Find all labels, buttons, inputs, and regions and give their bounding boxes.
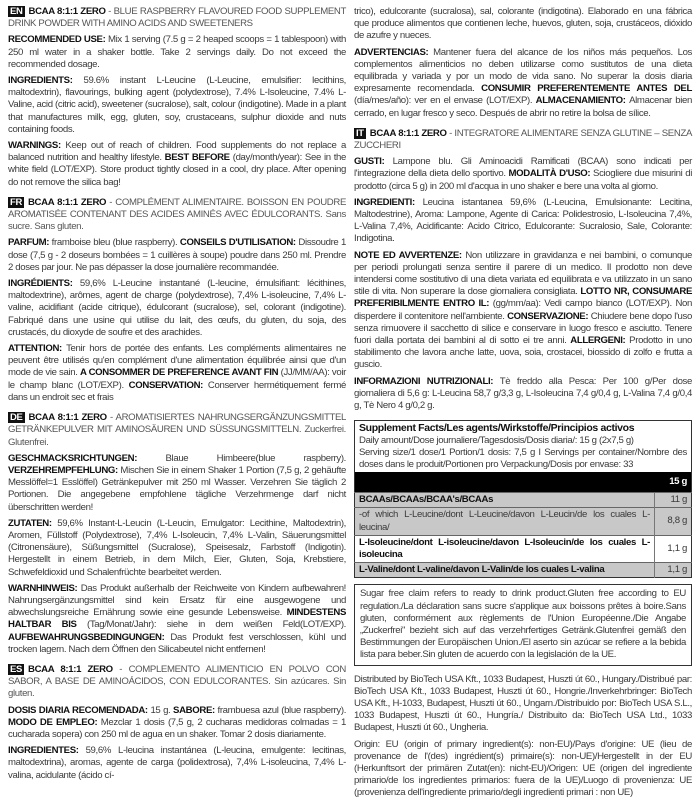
supplement-facts-table [354, 420, 692, 578]
section-heading [8, 6, 346, 30]
language-badge: IT [356, 127, 364, 139]
right-column [354, 6, 692, 804]
paragraph-label: ZUTATEN: [8, 517, 58, 529]
paragraph-text: Tè freddo alla Pesca: Per 100 g/Per dose giornaliera di 5,6 g: L-Leucina 58,7 g/3,3 g, L-Isoleucina 7,4 g/0,4 g, L-Valina 7,4 g/0,4 g, Tè Nero 4 g/0,2 g. [354, 375, 692, 412]
language-section-continued [354, 6, 692, 120]
facts-row-name: L-Valine/dont L-valine/davon L-Valin/de los cuales L-valina [355, 563, 655, 578]
paragraph-label: GUSTI: [354, 156, 393, 168]
product-description: - COMPLEMENTO ALIMENTICIO EN POLVO CON SABOR, A BASE DE AMINOÁCIDOS, CON EDULCORANTES. Sin azúcares. Sin gluten. [8, 663, 346, 700]
language-section-de [8, 412, 346, 656]
paragraph-label: PARFUM: [8, 237, 52, 249]
paragraph-text: Das Produkt außerhalb der Reichweite von Kindern aufbewahren! Nahrungsergänzungsmittel sind kein Ersatz für eine ausgewogene und abwechslungsreiche Ernährung sowie eine gesunde Lebensweise. [8, 582, 346, 619]
paragraph-label: DOSIS DIARIA RECOMENDADA: [8, 704, 151, 716]
product-name: BCAA 8:1:1 ZERO [27, 196, 107, 208]
paragraph [354, 47, 692, 120]
paragraph [8, 75, 346, 136]
facts-row [355, 535, 692, 562]
paragraph-label: SABORE: [173, 704, 218, 716]
distributor-info: Distributed by BioTech USA Kft., 1033 Budapest, Huszti út 60., Hungary./Distribué par: BioTech USA Kft., 1033 Budapest, Huszti út 60., Hongrie./Inverkehrbringer: BioTech USA Kft., H-1033, Budapest, Huszti út 60., Ungarn./Distribuido por: BioTech USA S.L., 1033 Budapest, Huszti út 60., Hungría./ Distribuito da: BioTech USA Ltd., 1033 Budapest, Huszti út 60., Ungheria. [354, 673, 692, 734]
language-badge: EN [10, 6, 23, 17]
origin-info: Origin: EU (origin of primary ingredient(s): non-EU)/Pays d'origine: UE (lieu de provenance de l'(des) ingrédient(s) primaire(s): non-UE)/Hergestellt in der EU (Herkunftsort der primären Zutat(en): nicht-EU)/Origen: UE (origen del ingrediente primario/de los ingredientes primarios: fuera de la UE)/Luogo di provenienza: UE (provenienza dell'ingrediente primario/degli ingredienti primari : non UE) [354, 738, 692, 799]
product-name: BCAA 8:1:1 ZERO [28, 6, 106, 17]
paragraph-text: (day/month/year): See in the white field (LOT/EXP). Store product tightly closed in a cool, dry place. After opening do not remove the silica bag! [8, 152, 346, 188]
language-section-es [8, 664, 346, 782]
paragraph-text: (día/mes/año): ver en el envase (LOT/EXP). [354, 95, 536, 107]
paragraph [8, 745, 346, 782]
language-section-it [354, 128, 692, 412]
product-name: BCAA 8:1:1 ZERO [369, 127, 447, 139]
language-section-fr [8, 197, 346, 404]
paragraph-label: MODALITÀ D'USO: [508, 168, 594, 180]
paragraph-text: Keep out of reach of children. Food supplements do not replace a balanced nutrition and healthy lifestyle. [8, 140, 346, 164]
paragraph-text: Leucina istantanea 59,6% (L-Leucina, Emulsionante: Lecitina, Maltodestrine), Aroma: Lampone, Agente di Carica: Polidestrosio, L-Isoleucina 7,4%, L-Valina 7,4%, Acidificante: Acido Citrico, Edulcorante: Sucralosio, Sale, Colorante: Indigotina. [354, 196, 693, 245]
facts-row [355, 493, 692, 508]
paragraph-label: WARNHINWEIS: [8, 582, 81, 594]
paragraph-text: (Tag/Monat/Jahr): siehe in dem weißen Feld(LOT/EXP). [86, 619, 346, 631]
paragraph-text: framboise bleu (blue raspberry). [51, 237, 180, 249]
product-description: - AROMATISIERTES NAHRUNGSERGÄNZUNGSMITTEL GETRÄNKEPULVER MIT AMINOSÄUREN UND SÜSSUNGSMITTELN. Zuckerfrei. Glutenfrei. [8, 412, 347, 448]
paragraph-text: Mantener fuera del alcance de los niños más pequeños. Los complementos alimenticios no deben utilizarse como sustitutos de una dieta equilibrada y variada y por un modo de vida sano. No superar la dosis diaria expresamente recomendada. [354, 46, 692, 95]
paragraph-text: (JJ/MM/AA): voir le champ blanc (LOT/EXP). [8, 367, 346, 391]
paragraph-text: Conserver hermétiquement fermé dans un endroit sec et frais [8, 379, 347, 403]
paragraph-text: 59.6% instant L-Leucine (L-Leucine, emulsifier: lecithins, maltodextrin), flavourings, bulking agent (polydextrose), 7.4% L-Isoleucine, 7.4% L-Valine, acid (citric acid), sweetener (sucralose), salt, colour (indigotine). Made in a plant that manufactures milk, egg, gluten, soy, crustaceans, sulphur dioxide and nuts containing foods. [8, 75, 347, 135]
paragraph-label: INGRÉDIENTS: [8, 278, 80, 290]
paragraph-text: Dissoudre 1 dose (7,5 g - 2 doseurs bombées = 1 cuillères à soupe) poudre dans 250 ml. Prendre 2 doses par jour. Ne pas dépasser la dose journalière recommandée. [8, 237, 347, 273]
paragraph [354, 6, 692, 43]
product-description: - BLUE RASPBERRY FLAVOURED FOOD SUPPLEMENT DRINK POWDER WITH AMINO ACIDS AND SWEETENERS [8, 6, 346, 30]
paragraph-label: CONSEILS D'UTILISATION: [179, 237, 299, 249]
paragraph-label: ADVERTENCIAS: [354, 46, 434, 58]
facts-title: Supplement Facts/Les agents/Wirkstoffe/Principios activos [359, 422, 635, 435]
facts-row-name: L-Isoleucine/dont L-isoleucine/davon L-Isoleucin/de los cuales L-isoleucina [355, 535, 655, 562]
facts-row-name: -of which L-Leucine/dont L-Leucine/davon L-Leucin/de los cuales L-leucina/ [355, 508, 655, 535]
facts-row-value: 8,8 g [655, 508, 692, 535]
language-badge: FR [10, 196, 22, 208]
paragraph [354, 197, 692, 246]
paragraph-label: VERZEHREMPFEHLUNG: [8, 464, 121, 476]
language-badge: DE [10, 412, 23, 424]
section-heading [8, 197, 346, 234]
paragraph-text: 59,6% L-leucina instantánea (L-leucina, emulgente: lecitinas, maltodextrina), aromas, agente de carga (polidextrosa), 7,4% L-isoleucina, 7,4% L-valina, acidulante (ácido cí- [8, 745, 346, 781]
facts-column-header: 15 g [655, 472, 692, 493]
paragraph [8, 34, 346, 71]
paragraph-text: Lampone blu. Gli Aminoacidi Ramificati (BCAA) sono indicati per l'integrazione della dieta dello sportivo. [354, 156, 692, 180]
paragraph-text: Non utilizzare in gravidanza e nei bambini, o comunque per periodi prolungati senza sentire il parere di un medico. Il prodotto non deve intendersi come sostitutivo di una dieta variata ed equilibrata e va utilizzato in un sano stile di vita. Non superare la dose giornaliera consigliata. [354, 249, 692, 298]
paragraph-text: Mischen Sie in einem Shaker 1 Portion (7,5 g, 2 gehäufte Messlöffel=1 Esslöffel) Getränkepulver mit 250 ml Wasser. Verzehren Sie täglich 2 Portionen. Die angegebene empfohlene tägliche Verzehrmenge darf nicht überschritten werden! [8, 464, 346, 513]
paragraph-label: INGREDIENTS: [8, 75, 84, 87]
paragraph [8, 518, 346, 579]
section-heading [8, 412, 346, 449]
paragraph-text: Sciogliere due misurini di prodotto (circa 5 g) in 200 ml d'acqua in uno shaker e bere una volta al giorno. [354, 168, 692, 192]
paragraph [8, 140, 346, 189]
paragraph-label: LOTTO NR, CONSUMARE PREFERIBILMENTE ENTRO IL: [354, 286, 692, 310]
facts-row [355, 508, 692, 535]
product-name: BCAA 8:1:1 ZERO [28, 412, 107, 424]
paragraph-label: AUFBEWAHRUNGSBEDINGUNGEN: [8, 631, 171, 643]
paragraph-label: INGREDIENTI: [354, 196, 423, 208]
facts-row [355, 563, 692, 578]
paragraph-label: INFORMAZIONI NUTRIZIONALI: [354, 375, 500, 387]
paragraph-label: WARNINGS: [8, 140, 66, 152]
paragraph [354, 156, 692, 193]
language-section-en [8, 6, 346, 189]
paragraph-text: Tenir hors de portée des enfants. Les compléments alimentaires ne peuvent être utilisés qu'en complément d'une alimentation équilibrée ainsi que d'un mode de vie sain. [8, 343, 346, 379]
paragraph-label: MINDESTENS HALTBAR BIS [8, 607, 346, 631]
language-badge: ES [10, 663, 22, 675]
paragraph [354, 250, 692, 372]
paragraph-text: Mezclar 1 dosis (7,5 g, 2 cucharas medidoras colmadas = 1 cucharada sopera) con 250 ml de agua en un shaker. Tomar 2 dosis diariamente. [8, 716, 346, 740]
facts-daily-amount: Daily amount/Dose journaliere/Tagesdosis/Dosis diaria/: 15 g (2x7,5 g) [359, 434, 634, 446]
paragraph [8, 453, 346, 514]
paragraph [8, 278, 346, 339]
section-heading [8, 664, 346, 701]
facts-row-value: 1,1 g [655, 535, 692, 562]
paragraph-label: BEST BEFORE [164, 152, 233, 164]
left-column [8, 6, 346, 790]
paragraph-label: MODO DE EMPLEO: [8, 716, 101, 728]
paragraph-label: CONSERVATION: [128, 379, 208, 391]
facts-row-value: 11 g [655, 493, 692, 508]
product-description: - COMPLÉMENT ALIMENTAIRE. BOISSON EN POUDRE AROMATISÉE CONTENANT DES ACIDES AMINÉS AVEC ÉDULCORANTS. Sans sucre. Sans gluten. [8, 196, 346, 233]
paragraph-label: ALLERGENI: [570, 335, 630, 347]
paragraph-label: NOTE ED AVVERTENZE: [354, 249, 466, 261]
paragraph-text: Prodotto in uno stabilimento che lavora anche latte, uova, soia, crostacei, biossido di zolfo e frutta a guscio. [354, 335, 692, 371]
paragraph-text: Mix 1 serving (7.5 g = 2 heaped scoops = 1 tablespoon) with 250 ml water in a shaker bottle. Take 2 servings daily. Do not exceed the recommended dosage. [8, 34, 346, 70]
facts-row-name: BCAAs/BCAAs/BCAA's/BCAAs [355, 493, 655, 508]
paragraph [354, 376, 692, 413]
paragraph-text: 59,6% L-Leucine instantané (L-leucine, émulsifiant: lécithines, maltodextrine), arômes, agent de charge (polydextrose), 7,4% L-isoleucine, 7,4% L-valine, acidifiant (acide citrique), édulcorant (sucralose), sel, colorant (indigotine). Fabriqué dans une usine qui utilise du lait, des œufs, du gluten, du soja, des crustacés, du dioxyde de soufre et des arachides. [8, 278, 346, 338]
paragraph [8, 237, 346, 274]
product-name: BCAA 8:1:1 ZERO [27, 663, 113, 675]
paragraph-text: trico), edulcorante (sucralosa), sal, colorante (indigotina). Elaborado en una fábrica que produce alimentos que contienen leche, huevos, gluten, soja, crustáceos, dióxido de azufre y nueces. [354, 6, 692, 42]
paragraph-text: Almacenar bien cerrado, en lugar fresco y seco. Después de abrir no retire la bolsa de sílice. [354, 95, 692, 119]
product-description: - INTEGRATORE ALIMENTARE SENZA GLUTINE – SENZA ZUCCHERI [354, 127, 692, 152]
paragraph [8, 705, 346, 742]
paragraph [8, 343, 346, 404]
paragraph-label: CONSERVAZIONE: [507, 310, 591, 322]
paragraph-label: ALMACENAMIENTO: [535, 95, 630, 107]
facts-serving-size: Serving size/1 dose/1 Portion/1 dosis: 7,5 g I Servings per container/Nombre des doses dans le produit/Portionen pro Verpackung/Dosis por envase: 33 [359, 446, 687, 470]
paragraph-label: INGREDIENTES: [8, 745, 86, 757]
paragraph-text: (gg/mm/aa): Vedi campo bianco (LOT/EXP). Non disperdere il contenitore nell'ambiente. [354, 298, 692, 322]
paragraph-text: 15 g. [150, 704, 174, 716]
paragraph-text: frambuesa azul (blue raspberry). [217, 704, 347, 716]
paragraph-text: Chiudere bene dopo l'uso senza rimuovere il sacchetto di silice e conservare in luogo fresco e asciutto. Tenere fuori dalla portata dei bambini al di sotto ei tre anni. [354, 310, 692, 347]
paragraph-label: GESCHMACKSRICHTUNGEN: [8, 452, 166, 464]
sugar-free-note: Sugar free claim refers to ready to drink product.Gluten free according to EU regulation./La déclaration sans sucre s'applique aux boissons prêtes à boire.Sans gluten, conformément aux règlements de l'Union Européenne./Die Angabe „Zuckerfrei" bezieht sich auf das verzehrfertiges Getränk.Glutenfrei gemäß den Bestimmungen der Europäischen Union./El aserto sin azúcar se refiere a la bebida lista para beber.Sin gluten de acuerdo con la legislación de la UE. [354, 584, 692, 665]
paragraph-text: Das Produkt fest verschlossen, kühl und trocken lagern. Nach dem Öffnen den Silicabeutel nicht entfernen! [8, 631, 346, 655]
paragraph-label: CONSUMIR PREFERENTEMENTE ANTES DEL [481, 83, 692, 95]
paragraph-text: Blaue Himbeere(blue raspberry). [165, 452, 346, 464]
paragraph-label: A CONSOMMER DE PREFERENCE AVANT FIN [79, 367, 281, 379]
paragraph-text: 59,6% Instant-L-Leucin (L-Leucin, Emulgator: Lecithine, Maltodextrin), Aromen, Füllstoff (Polydextrose), 7,4% L-Isoleucin, 7,4% L-Valin, Säuerungsmittel (Citronensäure), Süßungsmittel (Sucralose), Speisesalz, Farbstoff (Indigotin). Hergestellt in einem Betrieb, in dem Milch, Eier, Gluten, Soja, Krebstiere, Schwefeldioxid und Schalenfrüchte bearbeitet werden. [8, 517, 346, 578]
section-heading [354, 128, 692, 152]
paragraph-label: ATTENTION: [8, 343, 67, 355]
facts-row-value: 1,1 g [655, 563, 692, 578]
paragraph-label: RECOMMENDED USE: [8, 34, 108, 46]
paragraph [8, 583, 346, 656]
